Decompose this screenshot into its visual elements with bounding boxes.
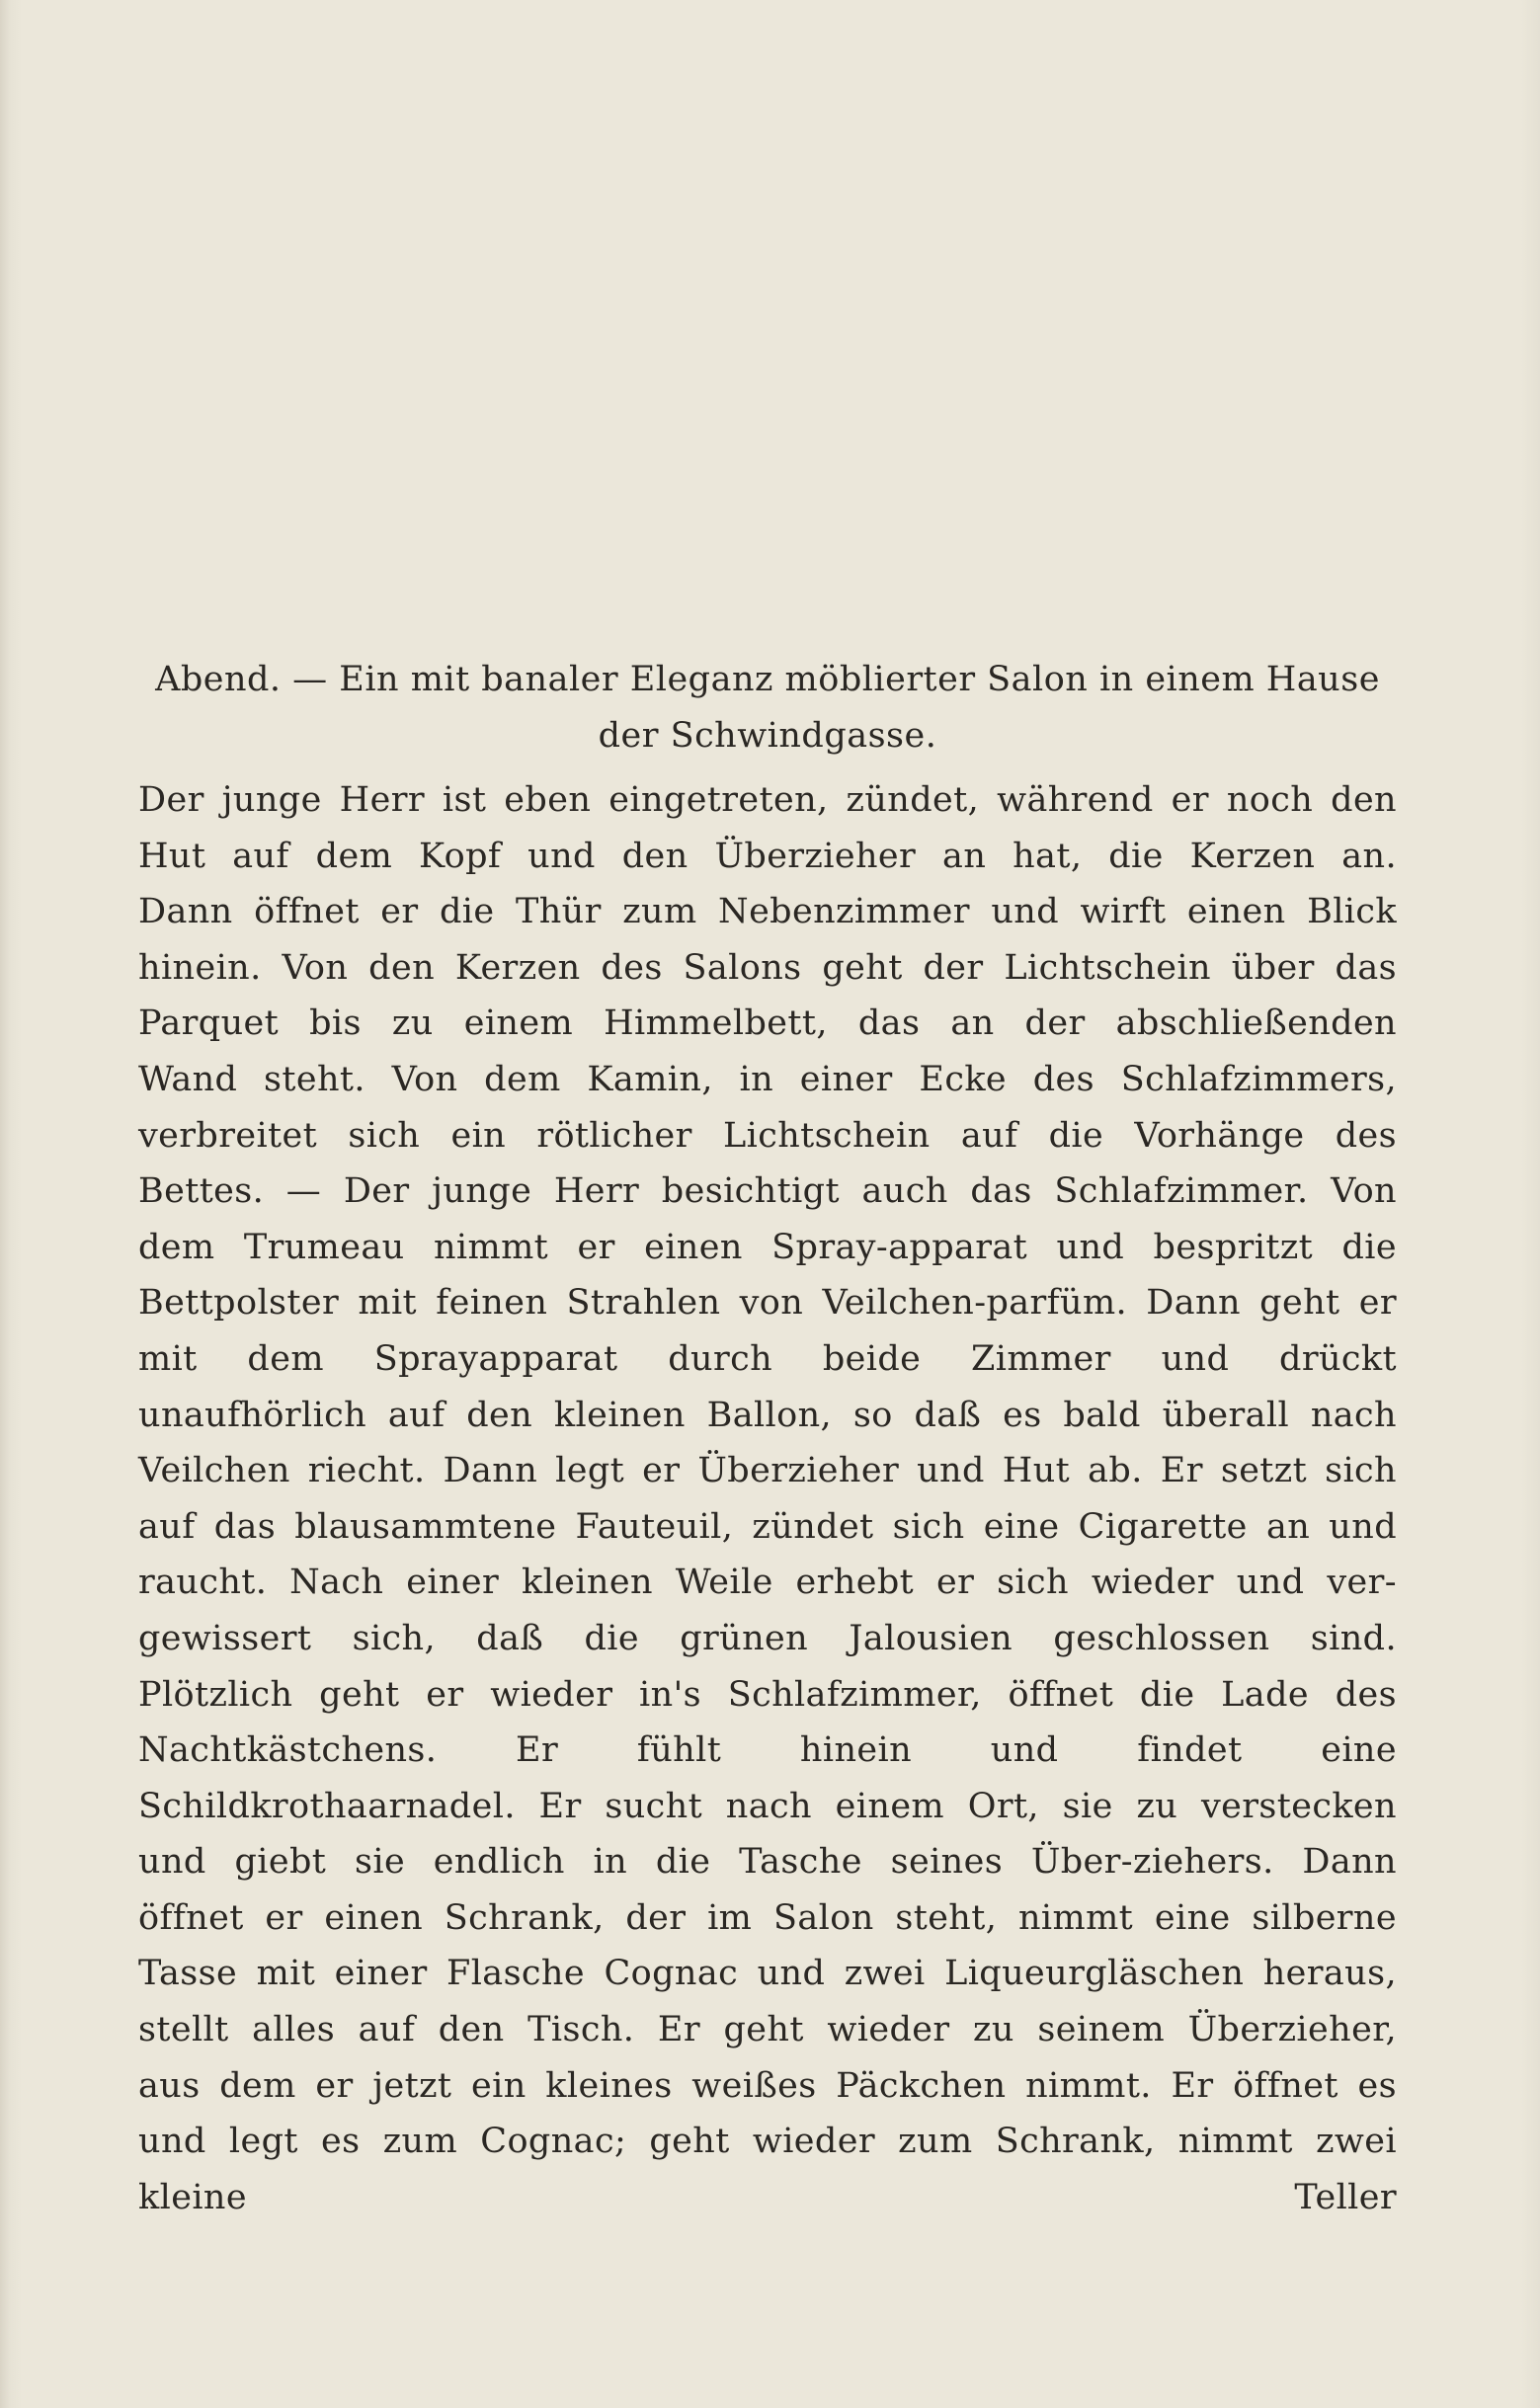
text-block <box>138 652 1397 2225</box>
body-paragraph: Der junge Herr ist eben eingetreten, zündet, während er noch den Hut auf dem Kopf und den Überzieher an hat, die Kerzen an. Dann öffnet er die Thür zum Nebenzimmer und wirft einen Blick hinein. Von den Kerzen des Salons geht der Lichtschein über das Parquet bis zu einem Himmelbett, das an der abschließenden Wand steht. Von dem Kamin, in einer Ecke des Schlafzimmers, verbreitet sich ein rötlicher Lichtschein auf die Vorhänge des Bettes. — Der junge Herr besichtigt auch das Schlafzimmer. Von dem Trumeau nimmt er einen Spray-apparat und bespritzt die Bettpolster mit feinen Strahlen von Veilchen-parfüm. Dann geht er mit dem Sprayapparat durch beide Zimmer und drückt unaufhörlich auf den kleinen Ballon, so daß es bald überall nach Veilchen riecht. Dann legt er Überzieher und Hut ab. Er setzt sich auf das blausammtene Fauteuil, zündet sich eine Cigarette an und raucht. Nach einer kleinen Weile erhebt er sich wieder und ver-gewissert sich, daß die grünen Jalousien geschlossen sind. Plötzlich geht er wieder in's Schlafzimmer, öffnet die Lade des Nachtkästchens. Er fühlt hinein und findet eine Schildkrothaarnadel. Er sucht nach einem Ort, sie zu verstecken und giebt sie endlich in die Tasche seines Über-ziehers. Dann öffnet er einen Schrank, der im Salon steht, nimmt eine silberne Tasse mit einer Flasche Cognac und zwei Liqueurgläschen heraus, stellt alles auf den Tisch. Er geht wieder zu seinem Überzieher, aus dem er jetzt ein kleines weißes Päckchen nimmt. Er öffnet es und legt es zum Cognac; geht wieder zum Schrank, nimmt zwei kleine Teller <box>138 780 1397 2217</box>
stage-direction: Abend. — Ein mit banaler Eleganz möblierter Salon in einem Hause der Schwindgasse. <box>155 660 1380 756</box>
